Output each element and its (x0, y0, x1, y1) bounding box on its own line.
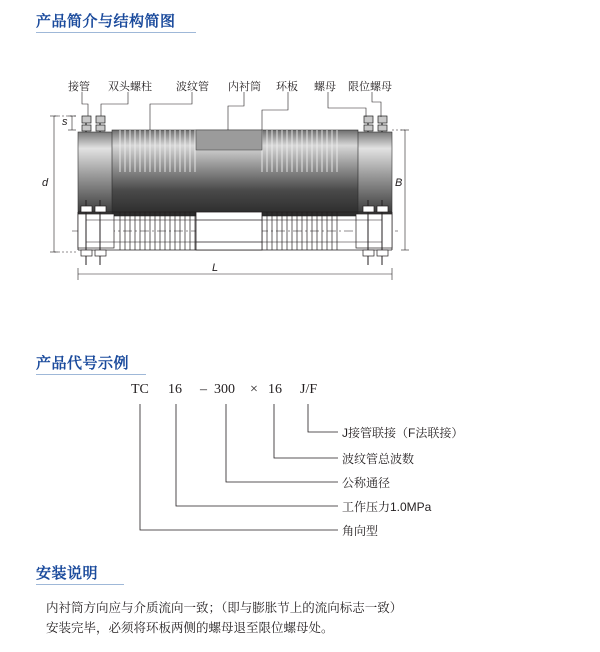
part-label-3: 内衬筒 (228, 81, 261, 93)
code-desc-1: 波纹管总波数 (342, 452, 415, 466)
code-token-5: 16 (268, 382, 282, 397)
structure-diagram (0, 60, 600, 290)
install-note-line-2: 安装完毕，必须将环板两侧的螺母退至限位螺母处。 (46, 621, 334, 635)
structure-diagram-svg (0, 60, 600, 290)
dimension-label-b: B (395, 177, 403, 189)
code-desc-4: 角向型 (342, 524, 379, 538)
part-label-4: 环板 (276, 81, 298, 93)
dimension-label-s: s (62, 116, 68, 128)
title-underline-intro (36, 32, 196, 33)
dimension-label-d: d (42, 177, 49, 189)
part-label-2: 波纹管 (176, 81, 209, 93)
code-token-0: TC (131, 382, 149, 397)
install-note-line-1: 内衬筒方向应与介质流向一致；（即与膨胀节上的流向标志一致） (46, 601, 403, 615)
code-token-3: 300 (214, 382, 235, 397)
part-label-6: 限位螺母 (348, 81, 392, 93)
code-token-4: × (250, 382, 258, 397)
title-underline-install (36, 584, 124, 585)
code-token-2: – (200, 382, 207, 397)
section-title-intro: 产品简介与结构简图 (36, 13, 176, 30)
part-label-1: 双头螺柱 (108, 81, 152, 93)
code-token-1: 16 (168, 382, 182, 397)
product-code-diagram (0, 378, 600, 548)
product-code-leaders-svg (0, 378, 600, 548)
section-title-code: 产品代号示例 (36, 355, 130, 372)
install-notes (46, 598, 566, 638)
code-desc-3: 工作压力1.0MPa (342, 500, 432, 514)
section-title-install: 安装说明 (36, 565, 99, 582)
code-desc-2: 公称通径 (342, 476, 391, 490)
title-underline-code (36, 374, 146, 375)
part-label-5: 螺母 (314, 81, 336, 93)
code-desc-0: J接管联接（F法联接） (342, 426, 464, 440)
code-token-6: J/F (300, 382, 318, 397)
dimension-label-l: L (212, 262, 219, 274)
part-label-0: 接管 (68, 81, 90, 93)
